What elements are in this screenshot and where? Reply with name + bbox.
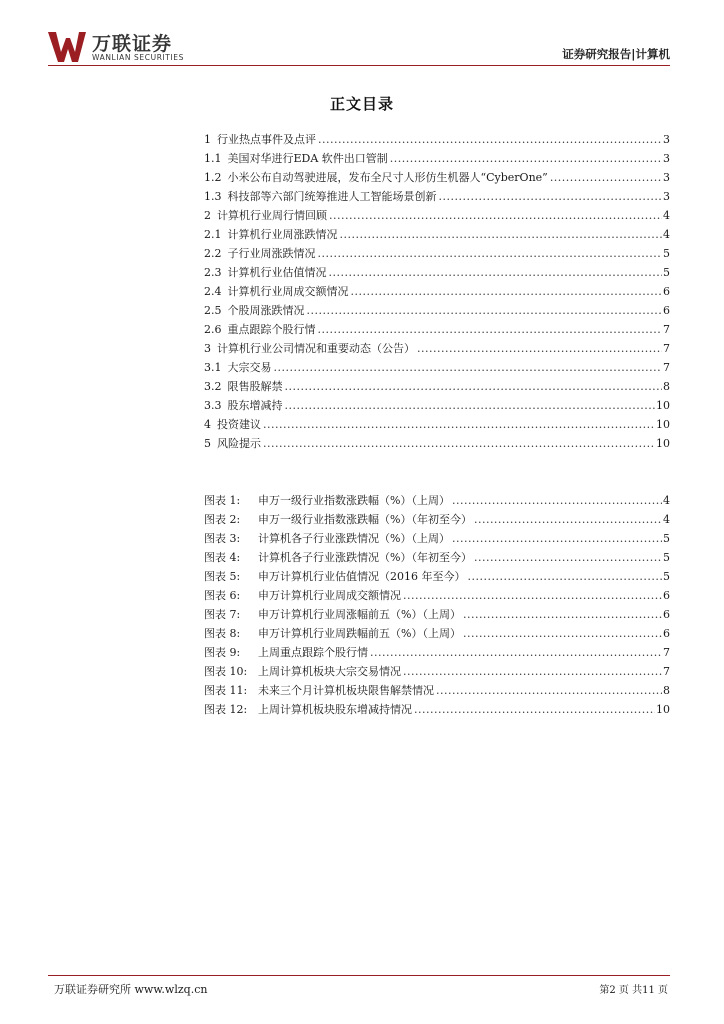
figure-entry-page: 4 <box>663 494 670 507</box>
figure-entry[interactable] <box>204 548 670 567</box>
toc-entry-label: 科技部等六部门统筹推进人工智能场景创新 <box>227 190 437 203</box>
toc-entry[interactable] <box>204 320 670 339</box>
toc-entry-page: 7 <box>663 342 670 355</box>
toc-entry-number: 1.3 <box>204 190 222 203</box>
figure-entry-number: 图表 6: <box>204 589 241 602</box>
toc-entry-page: 4 <box>663 228 670 241</box>
figure-list <box>204 491 670 719</box>
figure-entry[interactable] <box>204 681 670 700</box>
figure-entry-page: 5 <box>663 551 670 564</box>
figure-entry-page: 5 <box>663 570 670 583</box>
figure-entry[interactable] <box>204 567 670 586</box>
dot-leader <box>474 548 662 567</box>
toc-entry[interactable] <box>204 244 670 263</box>
figure-entry-number: 图表 3: <box>204 532 241 545</box>
toc-entry[interactable] <box>204 339 670 358</box>
toc-entry-number: 3 <box>204 342 211 355</box>
figure-entry-label: 计算机各子行业涨跌情况（%）（上周） <box>258 532 450 545</box>
toc-entry-label: 限售股解禁 <box>227 380 283 393</box>
toc-entry-number: 2.4 <box>204 285 222 298</box>
toc-entry-label: 股东增减持 <box>227 399 283 412</box>
dot-leader <box>463 624 662 643</box>
toc-entry-label: 风险提示 <box>217 437 261 450</box>
dot-leader <box>463 605 662 624</box>
figure-entry-label: 申万计算机行业估值情况（2016 年至今） <box>258 570 466 583</box>
figure-entry-page: 10 <box>656 703 670 716</box>
toc-entry-page: 3 <box>663 152 670 165</box>
dot-leader <box>439 187 663 206</box>
dot-leader <box>390 149 662 168</box>
dot-leader <box>370 643 662 662</box>
toc-entry[interactable] <box>204 377 670 396</box>
toc-entry-number: 3.2 <box>204 380 222 393</box>
toc-entry-page: 10 <box>656 399 670 412</box>
toc-entry-number: 3.1 <box>204 361 222 374</box>
toc-entry-number: 1.1 <box>204 152 222 165</box>
toc-entry-number: 1 <box>204 133 211 146</box>
figure-entry-number: 图表 9: <box>204 646 241 659</box>
figure-entry[interactable] <box>204 491 670 510</box>
toc-entry-label: 计算机行业公司情况和重要动态（公告） <box>217 342 415 355</box>
dot-leader <box>414 700 655 719</box>
toc-entry-label: 个股周涨跌情况 <box>227 304 305 317</box>
toc-entry-number: 1.2 <box>204 171 222 184</box>
toc-entry-label: 计算机行业周行情回顾 <box>217 209 327 222</box>
figure-entry-number: 图表 4: <box>204 551 241 564</box>
figure-entry[interactable] <box>204 700 670 719</box>
dot-leader <box>263 434 655 453</box>
toc-entry[interactable] <box>204 396 670 415</box>
toc-entry-label: 投资建议 <box>217 418 261 431</box>
figure-entry-page: 6 <box>663 608 670 621</box>
figure-entry-number: 图表 12: <box>204 703 248 716</box>
footer-divider <box>48 975 670 976</box>
dot-leader <box>351 282 663 301</box>
toc-entry-number: 2.5 <box>204 304 222 317</box>
figure-entry-page: 5 <box>663 532 670 545</box>
toc-entry-page: 10 <box>656 418 670 431</box>
dot-leader <box>329 206 662 225</box>
figure-entry-page: 7 <box>663 646 670 659</box>
toc-entry-label: 小米公布自动驾驶进展，发布全尺寸人形仿生机器人“CyberOne” <box>227 171 548 184</box>
toc-entry[interactable] <box>204 263 670 282</box>
figure-entry-page: 4 <box>663 513 670 526</box>
figure-entry[interactable] <box>204 662 670 681</box>
dot-leader <box>436 681 662 700</box>
figure-entry[interactable] <box>204 510 670 529</box>
toc-entry-page: 5 <box>663 247 670 260</box>
toc-entry-label: 计算机行业估值情况 <box>227 266 327 279</box>
figure-entry-label: 计算机各子行业涨跌情况（%）（年初至今） <box>258 551 472 564</box>
table-of-contents <box>204 130 670 453</box>
footer-source: 万联证券研究所 www.wlzq.cn <box>54 983 208 996</box>
dot-leader <box>318 244 663 263</box>
toc-entry-page: 3 <box>663 190 670 203</box>
toc-entry-page: 6 <box>663 304 670 317</box>
wanlian-logo-icon <box>48 30 86 64</box>
dot-leader <box>468 567 663 586</box>
figure-entry[interactable] <box>204 605 670 624</box>
figure-entry-label: 上周计算机板块股东增减持情况 <box>258 703 412 716</box>
toc-entry-number: 2 <box>204 209 211 222</box>
dot-leader <box>474 510 662 529</box>
dot-leader <box>417 339 662 358</box>
dot-leader <box>285 396 656 415</box>
figure-entry-number: 图表 10: <box>204 665 248 678</box>
figure-entry-page: 8 <box>663 684 670 697</box>
dot-leader <box>307 301 663 320</box>
toc-entry[interactable] <box>204 206 670 225</box>
dot-leader <box>263 415 655 434</box>
dot-leader <box>318 320 663 339</box>
page-title: 正文目录 <box>329 95 394 113</box>
figure-entry-label: 申万一级行业指数涨跌幅（%）（上周） <box>258 494 450 507</box>
dot-leader <box>452 491 662 510</box>
toc-entry-page: 10 <box>656 437 670 450</box>
figure-entry-label: 申万计算机行业周涨幅前五（%）（上周） <box>258 608 461 621</box>
toc-entry-number: 2.1 <box>204 228 222 241</box>
toc-entry[interactable] <box>204 282 670 301</box>
header-divider <box>48 65 670 66</box>
toc-entry[interactable] <box>204 130 670 149</box>
toc-entry[interactable] <box>204 358 670 377</box>
figure-entry-number: 图表 11: <box>204 684 248 697</box>
toc-entry-number: 2.6 <box>204 323 222 336</box>
toc-entry[interactable] <box>204 149 670 168</box>
toc-entry-label: 子行业周涨跌情况 <box>227 247 316 260</box>
figure-entry[interactable] <box>204 529 670 548</box>
figure-entry[interactable] <box>204 586 670 605</box>
page-number: 第2 页 共11 页 <box>599 985 668 996</box>
toc-entry-page: 5 <box>663 266 670 279</box>
toc-entry[interactable] <box>204 434 670 453</box>
figure-entry-number: 图表 1: <box>204 494 241 507</box>
figure-entry-label: 申万计算机行业周跌幅前五（%）（上周） <box>258 627 461 640</box>
toc-entry-label: 计算机行业周成交额情况 <box>227 285 349 298</box>
dot-leader <box>452 529 662 548</box>
figure-entry-page: 6 <box>663 627 670 640</box>
dot-leader <box>340 225 663 244</box>
toc-entry[interactable] <box>204 168 670 187</box>
dot-leader <box>403 586 662 605</box>
figure-entry-number: 图表 5: <box>204 570 241 583</box>
toc-entry-number: 5 <box>204 437 211 450</box>
toc-entry-page: 3 <box>663 171 670 184</box>
toc-entry-page: 4 <box>663 209 670 222</box>
toc-entry-number: 3.3 <box>204 399 222 412</box>
toc-entry[interactable] <box>204 225 670 244</box>
toc-entry-page: 6 <box>663 285 670 298</box>
report-category: 证券研究报告|计算机 <box>562 47 670 61</box>
toc-entry[interactable] <box>204 187 670 206</box>
figure-entry-number: 图表 7: <box>204 608 241 621</box>
figure-entry-label: 未来三个月计算机板块限售解禁情况 <box>258 684 434 697</box>
toc-entry-label: 重点跟踪个股行情 <box>227 323 316 336</box>
dot-leader <box>550 168 662 187</box>
toc-entry-label: 行业热点事件及点评 <box>217 133 316 146</box>
toc-entry[interactable] <box>204 301 670 320</box>
figure-entry-label: 上周重点跟踪个股行情 <box>258 646 368 659</box>
company-logo <box>48 30 228 64</box>
toc-entry-page: 7 <box>663 361 670 374</box>
toc-entry-number: 2.2 <box>204 247 222 260</box>
toc-entry-label: 美国对华进行EDA 软件出口管制 <box>227 152 388 165</box>
dot-leader <box>285 377 663 396</box>
toc-entry-page: 7 <box>663 323 670 336</box>
dot-leader <box>329 263 663 282</box>
toc-entry-number: 2.3 <box>204 266 222 279</box>
figure-entry-label: 申万一级行业指数涨跌幅（%）（年初至今） <box>258 513 472 526</box>
page-header <box>48 30 670 64</box>
figure-entry[interactable] <box>204 643 670 662</box>
figure-entry-number: 图表 2: <box>204 513 241 526</box>
figure-entry[interactable] <box>204 624 670 643</box>
toc-entry-page: 3 <box>663 133 670 146</box>
figure-entry-page: 7 <box>663 665 670 678</box>
dot-leader <box>403 662 662 681</box>
figure-entry-label: 上周计算机板块大宗交易情况 <box>258 665 401 678</box>
toc-entry-label: 大宗交易 <box>227 361 272 374</box>
figure-entry-number: 图表 8: <box>204 627 241 640</box>
dot-leader <box>274 358 663 377</box>
toc-entry-number: 4 <box>204 418 211 431</box>
figure-entry-label: 申万计算机行业周成交额情况 <box>258 589 401 602</box>
brand-name-cn: 万联证券 <box>92 33 173 55</box>
toc-entry-page: 8 <box>663 380 670 393</box>
toc-entry[interactable] <box>204 415 670 434</box>
toc-entry-label: 计算机行业周涨跌情况 <box>227 228 338 241</box>
brand-name-en: WANLIAN SECURITIES <box>92 53 185 62</box>
dot-leader <box>318 130 662 149</box>
figure-entry-page: 6 <box>663 589 670 602</box>
